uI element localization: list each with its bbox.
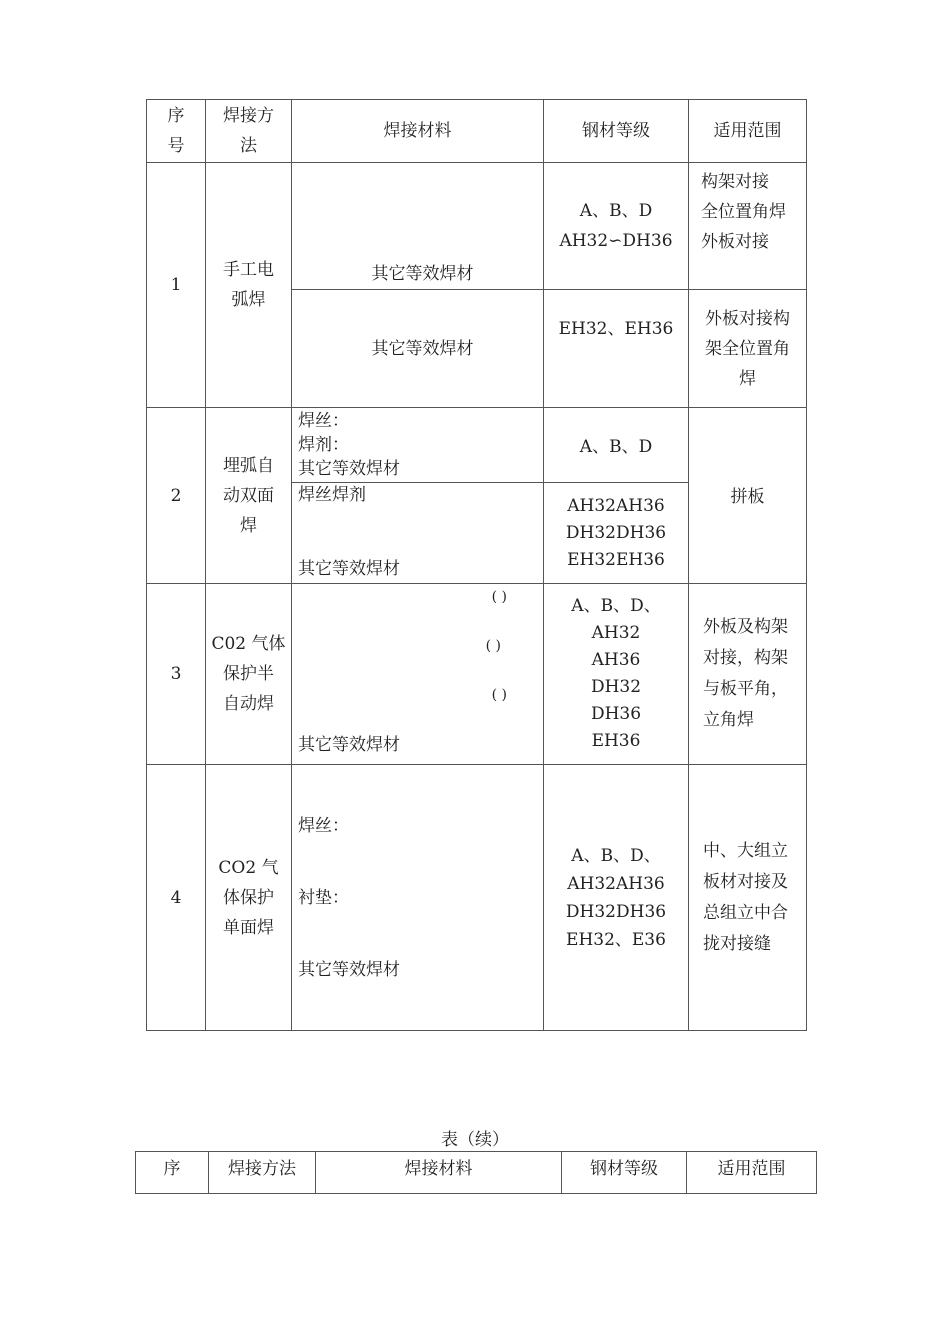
- header-material: 焊接材料: [292, 100, 544, 163]
- row4-method: CO2 气 体保护 单面焊: [206, 765, 292, 1031]
- header-method: 焊接方 法: [206, 100, 292, 163]
- header-method: 焊接方法: [209, 1152, 316, 1194]
- row2b-steel: AH32AH36 DH32DH36 EH32EH36: [544, 483, 689, 584]
- welding-table: [146, 99, 807, 1031]
- row2-scope: 拼板: [689, 408, 807, 584]
- row3-seq: 3: [147, 584, 206, 765]
- row3-steel: A、B、D、 AH32 AH36 DH32 DH36 EH36: [544, 584, 689, 765]
- row1a-scope: 构架对接 全位置角焊 外板对接: [689, 163, 807, 290]
- row1b-scope: 外板对接构 架全位置角 焊: [689, 290, 807, 408]
- header-row: [147, 100, 807, 163]
- continuation-table: [135, 1151, 817, 1194]
- row4-material: 焊丝： 衬垫： 其它等效焊材: [292, 765, 544, 1031]
- header-steel: 钢材等级: [544, 100, 689, 163]
- header-scope: 适用范围: [689, 100, 807, 163]
- row2-seq: 2: [147, 408, 206, 584]
- table-row: [147, 163, 807, 290]
- row2b-material: 焊丝焊剂 其它等效焊材: [292, 483, 544, 584]
- row1a-material: 其它等效焊材: [292, 163, 544, 290]
- table-caption: 表（续）: [441, 1130, 509, 1150]
- row4-seq: 4: [147, 765, 206, 1031]
- header-row: [136, 1152, 817, 1194]
- row1a-steel: A、B、D AH32∽DH36: [544, 163, 689, 290]
- header-material: 焊接材料: [316, 1152, 562, 1194]
- row3-method: C02 气体 保护半 自动焊: [206, 584, 292, 765]
- header-scope: 适用范围: [687, 1152, 817, 1194]
- table-row: [147, 408, 807, 483]
- row1b-steel: EH32、EH36: [544, 290, 689, 408]
- row2a-material: 焊丝： 焊剂： 其它等效焊材: [292, 408, 544, 483]
- table-row: [147, 584, 807, 765]
- row4-steel: A、B、D、 AH32AH36 DH32DH36 EH32、E36: [544, 765, 689, 1031]
- row3-material: ( ) ( ) ( ) 其它等效焊材: [292, 584, 544, 765]
- row2a-steel: A、B、D: [544, 408, 689, 483]
- row4-scope: 中、大组立 板材对接及 总组立中合 拢对接缝: [689, 765, 807, 1031]
- row1-method: 手工电 弧焊: [206, 163, 292, 408]
- row1b-material: 其它等效焊材: [292, 290, 544, 408]
- header-steel: 钢材等级: [562, 1152, 687, 1194]
- header-seq: 序: [136, 1152, 209, 1194]
- table-row: [147, 765, 807, 1031]
- header-seq: 序 号: [147, 100, 206, 163]
- row3-scope: 外板及构架 对接，构架 与板平角， 立角焊: [689, 584, 807, 765]
- row2-method: 埋弧自 动双面 焊: [206, 408, 292, 584]
- row1-seq: 1: [147, 163, 206, 408]
